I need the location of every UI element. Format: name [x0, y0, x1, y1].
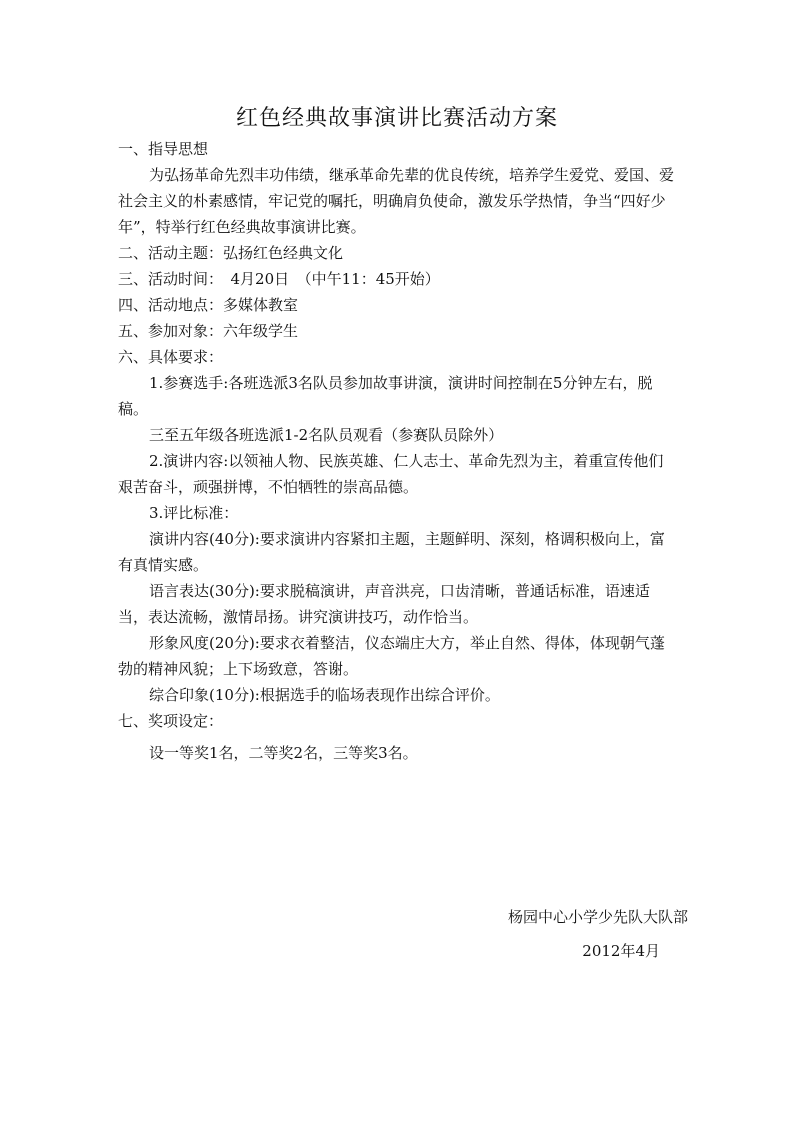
section-heading-awards: 七、奖项设定： [118, 712, 224, 730]
requirement-3: 3.评比标准： [149, 504, 239, 522]
guiding-paragraph: 为弘扬革命先烈丰功伟绩，继承革命先辈的优良传统，培养学生爱党、爱国、爱社会主义的朴素感情，牢记党的嘱托，明确肩负使命，激发乐学热情，争当“四好少年”，特举行红色经典故事演讲比赛。 [118, 166, 675, 236]
criteria-overall: 综合印象(10分):根据选手的临场表现作出综合评价。 [149, 686, 500, 704]
section-time: 三、活动时间： 4月20日 （中午11：45开始） [118, 270, 440, 288]
requirement-1-extra: 三至五年级各班选派1-2名队员观看（参赛队员除外） [149, 426, 504, 444]
requirement-2: 2.演讲内容:以领袖人物、民族英雄、仁人志士、革命先烈为主，着重宣传他们艰苦奋斗，顽强拼博，不怕牺牲的崇高品德。 [118, 452, 664, 496]
section-participants: 五、参加对象：六年级学生 [118, 322, 299, 340]
signature-organization: 杨园中心小学少先队大队部 [507, 908, 688, 926]
criteria-content: 演讲内容(40分):要求演讲内容紧扣主题，主题鲜明、深刻，格调积极向上，富有真情实感。 [118, 530, 665, 574]
document-title: 红色经典故事演讲比赛活动方案 [235, 106, 558, 131]
criteria-language: 语言表达(30分):要求脱稿演讲，声音洪亮，口齿清晰，普通话标准，语速适当，表达流畅，激情昂扬。讲究演讲技巧，动作恰当。 [118, 582, 650, 626]
section-heading-requirements: 六、具体要求： [118, 348, 224, 366]
awards-paragraph: 设一等奖1名，二等奖2名，三等奖3名。 [149, 744, 418, 762]
section-theme: 二、活动主题：弘扬红色经典文化 [118, 244, 344, 262]
document-body [118, 136, 678, 766]
section-heading-guiding: 一、指导思想 [118, 140, 209, 158]
requirement-1: 1.参赛选手:各班选派3名队员参加故事讲演，演讲时间控制在5分钟左右，脱稿。 [118, 374, 653, 418]
criteria-image: 形象风度(20分):要求衣着整洁，仪态端庄大方，举止自然、得体，体现朝气蓬勃的精神风貌；上下场致意，答谢。 [118, 634, 665, 678]
signature-date: 2012年4月 [582, 942, 660, 960]
section-location: 四、活动地点：多媒体教室 [118, 296, 299, 314]
